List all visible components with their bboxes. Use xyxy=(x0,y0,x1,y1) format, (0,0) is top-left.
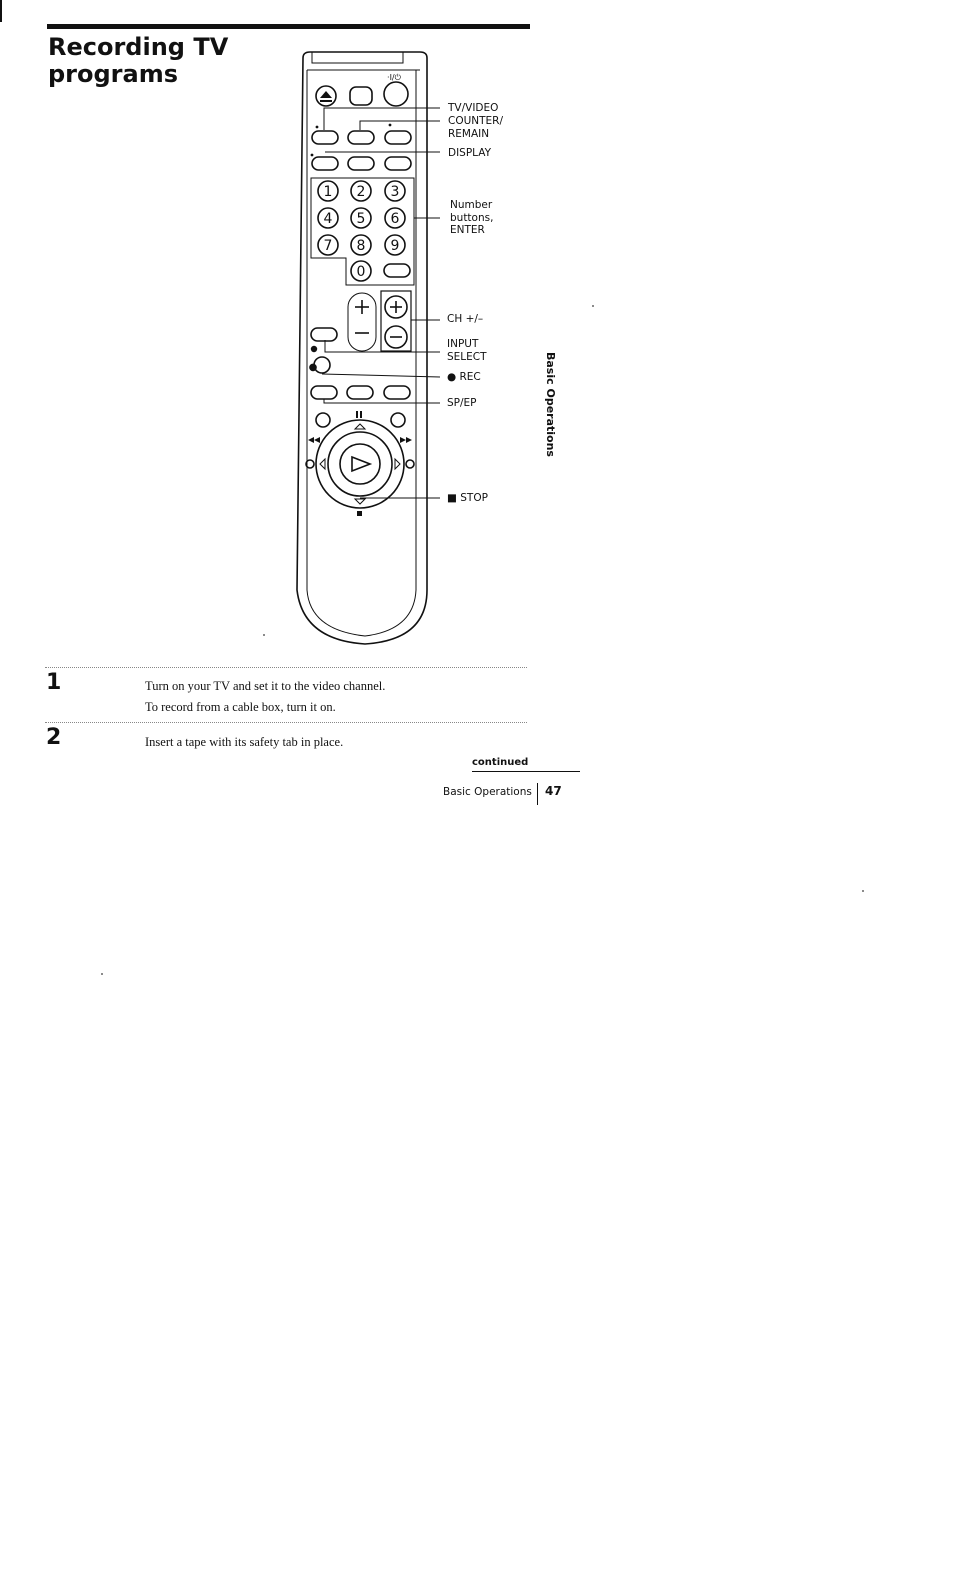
label-rec: ● REC xyxy=(447,371,481,383)
tape-icon xyxy=(350,87,372,105)
digit-label: 6 xyxy=(390,211,400,227)
digit-label: 1 xyxy=(323,184,333,200)
continued-rule xyxy=(472,771,580,772)
rec-dot: ● xyxy=(308,362,318,373)
digit-label: 9 xyxy=(390,238,400,254)
page-title: Recording TV programs xyxy=(48,33,229,88)
label-ch: CH +/– xyxy=(447,313,484,325)
footer-divider xyxy=(537,783,538,805)
power-button xyxy=(384,82,408,106)
label-input-select: INPUT SELECT xyxy=(447,338,487,363)
step-divider xyxy=(45,722,527,723)
digit-label: 0 xyxy=(356,264,366,280)
step-number: 2 xyxy=(46,725,62,750)
step-number: 1 xyxy=(46,670,62,695)
step-text: Insert a tape with its safety tab in place. xyxy=(145,735,344,749)
power-mark: ·I/⏻ xyxy=(387,73,401,82)
scan-speck xyxy=(263,634,265,636)
label-stop: ■ STOP xyxy=(447,492,488,504)
digit-label: 2 xyxy=(356,184,366,200)
digit-label: 3 xyxy=(390,184,400,200)
digit-label: 8 xyxy=(356,238,366,254)
remain-button xyxy=(385,131,411,144)
scan-speck xyxy=(592,305,594,307)
label-display: DISPLAY xyxy=(448,147,492,159)
header-rule xyxy=(47,24,530,29)
step-text: To record from a cable box, turn it on. xyxy=(145,700,336,714)
scan-speck xyxy=(862,890,864,892)
footer-section-name: Basic Operations xyxy=(443,786,532,798)
counter-button xyxy=(348,131,374,144)
display-button xyxy=(312,157,338,170)
section-side-tab: Basic Operations xyxy=(544,352,557,457)
label-counter-remain: COUNTER/ REMAIN xyxy=(448,115,504,140)
label-number-buttons: Number buttons, ENTER xyxy=(450,199,494,236)
scan-speck xyxy=(101,973,103,975)
play-button xyxy=(340,444,380,484)
jog-dial xyxy=(316,420,404,508)
number-pad xyxy=(318,181,405,281)
page-number: 47 xyxy=(545,784,562,798)
continued-label: continued xyxy=(472,757,529,768)
label-tv-video: TV/VIDEO xyxy=(448,102,499,114)
page-edge-mark xyxy=(0,0,2,22)
digit-label: 5 xyxy=(356,211,366,227)
digit-label: 7 xyxy=(323,238,333,254)
step-divider xyxy=(45,667,527,668)
tv-video-button xyxy=(312,131,338,144)
digit-label: 4 xyxy=(323,211,333,227)
step-text: Turn on your TV and set it to the video channel. xyxy=(145,679,386,693)
label-sp-ep: SP/EP xyxy=(447,397,477,409)
